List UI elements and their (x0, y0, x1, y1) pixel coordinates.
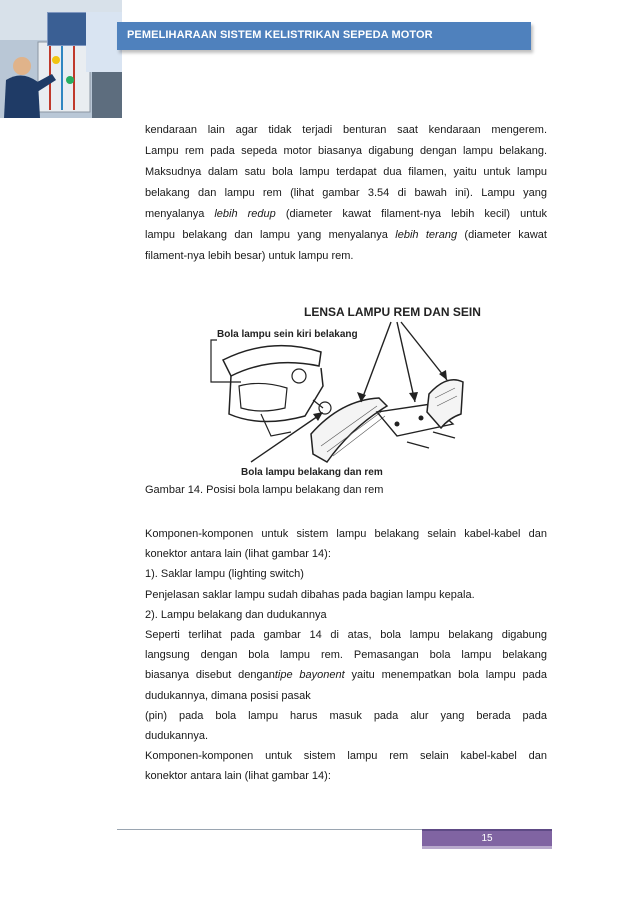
text-segment: menyalanya (145, 208, 215, 220)
text-segment: (diameter kawat (457, 229, 547, 241)
text-segment: (diameter kawat filament-nya lebih kecil) untuk (275, 208, 547, 220)
text-line: Penjelasan saklar lampu sudah dibahas pada bagian lampu kepala. (145, 588, 475, 601)
paragraph-2 (145, 524, 547, 787)
text-line: Seperti terlihat pada gambar 14 di atas, bola lampu belakang digabung (145, 629, 547, 642)
text-line: Lampu rem pada sepeda motor biasanya digabung dengan lampu belakang. (145, 145, 547, 157)
emphasis-text: lebih redup (214, 208, 276, 220)
footer-line (117, 829, 422, 830)
text-line (145, 204, 547, 225)
figure-label-left: Bola lampu sein kiri belakang (217, 329, 358, 340)
text-line: dudukannya. (145, 730, 208, 743)
figure-14 (201, 296, 502, 482)
text-line: langsung dengan bola lampu rem. Pemasangan bola lampu belakang (145, 649, 547, 662)
header-title: PEMELIHARAAN SISTEM KELISTRIKAN SEPEDA MOTOR (127, 29, 433, 41)
text-line: 1). Saklar lampu (lighting switch) (145, 568, 304, 581)
text-segment: biasanya disebut dengan (145, 669, 275, 682)
text-line (145, 225, 547, 246)
text-line: filament-nya lebih besar) untuk lampu rem. (145, 250, 354, 262)
text-line: dudukannya, dimana posisi pasak (145, 689, 311, 702)
text-line: (pin) pada bola lampu harus masuk pada alur yang berada pada (145, 709, 547, 722)
text-line: Maksudnya dalam satu bola lampu terdapat dua filamen, yaitu untuk lampu (145, 166, 547, 178)
text-line: kendaraan lain agar tidak terjadi benturan saat kendaraan mengerem. (145, 124, 547, 136)
figure-label-bottom: Bola lampu belakang dan rem (241, 467, 383, 478)
text-line: konektor antara lain (lihat gambar 14): (145, 548, 331, 561)
text-line (145, 665, 547, 685)
emphasis-text: lebih terang (395, 229, 458, 241)
paragraph-1 (145, 120, 547, 267)
text-line: Komponen-komponen untuk sistem lampu rem selain kabel-kabel dan (145, 750, 547, 763)
text-segment: yaitu menempatkan bola lampu pada (344, 669, 548, 682)
text-line: belakang dan lampu rem (lihat gambar 3.54 di bawah ini). Lampu yang (145, 187, 547, 199)
header-bar (117, 22, 531, 50)
text-line: konektor antara lain (lihat gambar 14): (145, 770, 331, 783)
text-line: 2). Lampu belakang dan dudukannya (145, 608, 327, 621)
footer-decor (422, 846, 552, 849)
text-segment: lampu belakang dan lampu yang menyalanya (145, 229, 396, 241)
page-number: 15 (481, 833, 493, 844)
header-decor-square (47, 12, 88, 46)
emphasis-text: tipe bayonent (274, 669, 345, 682)
figure-label-top: LENSA LAMPU REM DAN SEIN (304, 305, 481, 319)
figure-caption: Gambar 14. Posisi bola lampu belakang dan rem (145, 484, 384, 496)
text-line: Komponen-komponen untuk sistem lampu belakang selain kabel-kabel dan (145, 528, 547, 540)
